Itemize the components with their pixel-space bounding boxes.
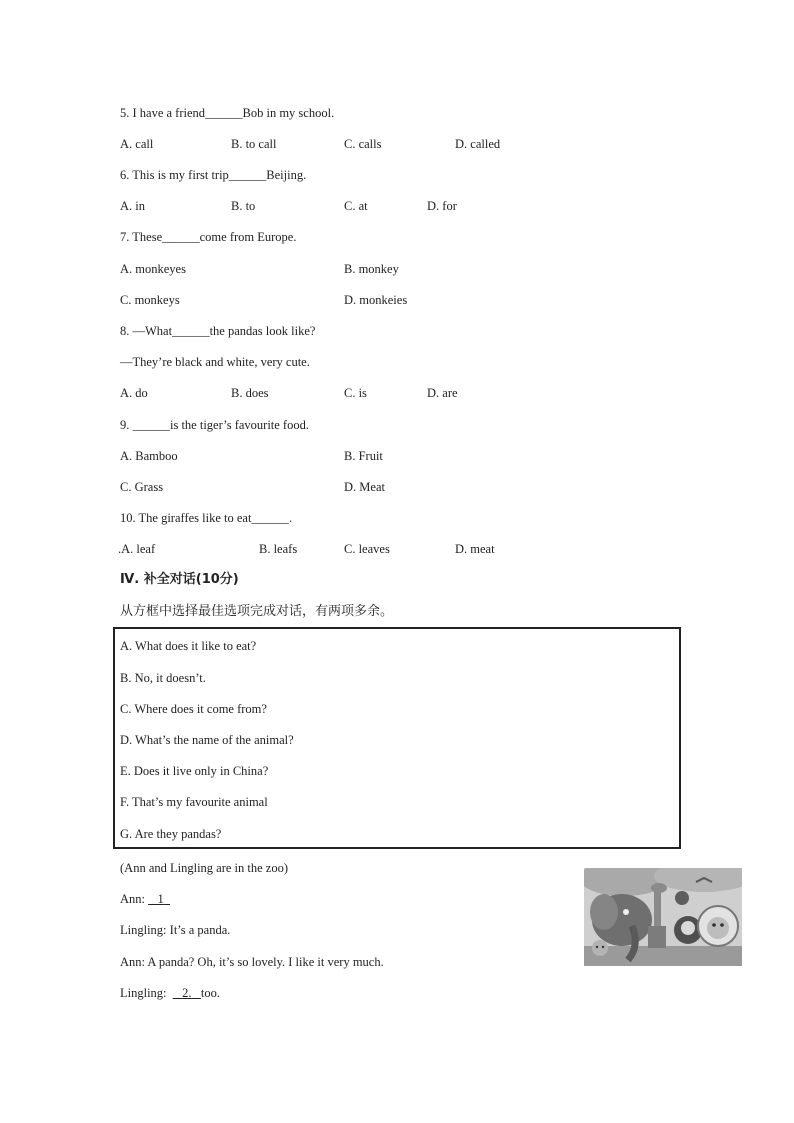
q10-option-b: B. leafs	[259, 542, 298, 556]
q9-option-b: B. Fruit	[344, 449, 383, 463]
zoo-animals-image	[584, 868, 742, 966]
section-4-instruction: 从方框中选择最佳选项完成对话，有两项多余。	[120, 604, 394, 619]
question-6-stem: 6. This is my first trip______Beijing.	[120, 168, 307, 182]
q5-option-c: C. calls	[344, 137, 382, 151]
dialogue-line-1	[120, 891, 170, 907]
q7-option-d: D. monkeies	[344, 293, 408, 307]
choice-e: E. Does it live only in China?	[120, 764, 269, 778]
zoo-animals-illustration	[584, 868, 742, 966]
q8-option-d: D. are	[427, 386, 458, 400]
section-4-heading: Ⅳ. 补全对话(10分)	[120, 572, 239, 587]
choice-b: B. No, it doesn’t.	[120, 671, 206, 685]
question-5-stem: 5. I have a friend______Bob in my school.	[120, 106, 335, 120]
blank-1	[148, 892, 170, 906]
dialogue-line-3: Ann: A panda? Oh, it’s so lovely. I like it very much.	[120, 955, 384, 969]
question-9-stem: 9. ______is the tiger’s favourite food.	[120, 418, 309, 432]
dialogue-line-2: Lingling: It’s a panda.	[120, 923, 231, 937]
q5-option-b: B. to call	[231, 137, 277, 151]
q9-option-c: C. Grass	[120, 480, 164, 494]
q7-option-c: C. monkeys	[120, 293, 180, 307]
q8-option-c: C. is	[344, 386, 367, 400]
speaker-ann: Ann:	[120, 892, 145, 906]
dialogue-line-4-tail: too.	[200, 986, 221, 1000]
question-10-stem: 10. The giraffes like to eat______.	[120, 511, 293, 525]
q9-option-a: A. Bamboo	[120, 449, 178, 463]
dialogue-line-4	[120, 985, 220, 1001]
q7-option-a: A. monkeyes	[120, 262, 186, 276]
choice-c: C. Where does it come from?	[120, 702, 267, 716]
blank-1-number: 1	[157, 892, 164, 906]
q7-option-b: B. monkey	[344, 262, 399, 276]
q8-option-a: A. do	[120, 386, 148, 400]
question-7-stem: 7. These______come from Europe.	[120, 230, 297, 244]
blank-2	[173, 986, 201, 1000]
q10-option-d: D. meat	[455, 542, 495, 556]
choice-f: F. That’s my favourite animal	[120, 795, 268, 809]
blank-2-number: 2.	[182, 986, 192, 1000]
question-8-stem: 8. —What______the pandas look like?	[120, 324, 316, 338]
q6-option-b: B. to	[231, 199, 256, 213]
speaker-lingling: Lingling:	[120, 986, 167, 1000]
q8-option-b: B. does	[231, 386, 269, 400]
q6-option-d: D. for	[427, 199, 457, 213]
q9-option-d: D. Meat	[344, 480, 385, 494]
q6-option-c: C. at	[344, 199, 368, 213]
q5-option-a: A. call	[120, 137, 154, 151]
q6-option-a: A. in	[120, 199, 145, 213]
q5-option-d: D. called	[455, 137, 501, 151]
choice-g: G. Are they pandas?	[120, 827, 222, 841]
q10-option-a: .A. leaf	[118, 542, 156, 556]
q10-option-c: C. leaves	[344, 542, 390, 556]
question-8-response: —They’re black and white, very cute.	[120, 355, 310, 369]
dialogue-scene: (Ann and Lingling are in the zoo)	[120, 861, 289, 875]
choice-a: A. What does it like to eat?	[120, 639, 257, 653]
choice-d: D. What’s the name of the animal?	[120, 733, 294, 747]
